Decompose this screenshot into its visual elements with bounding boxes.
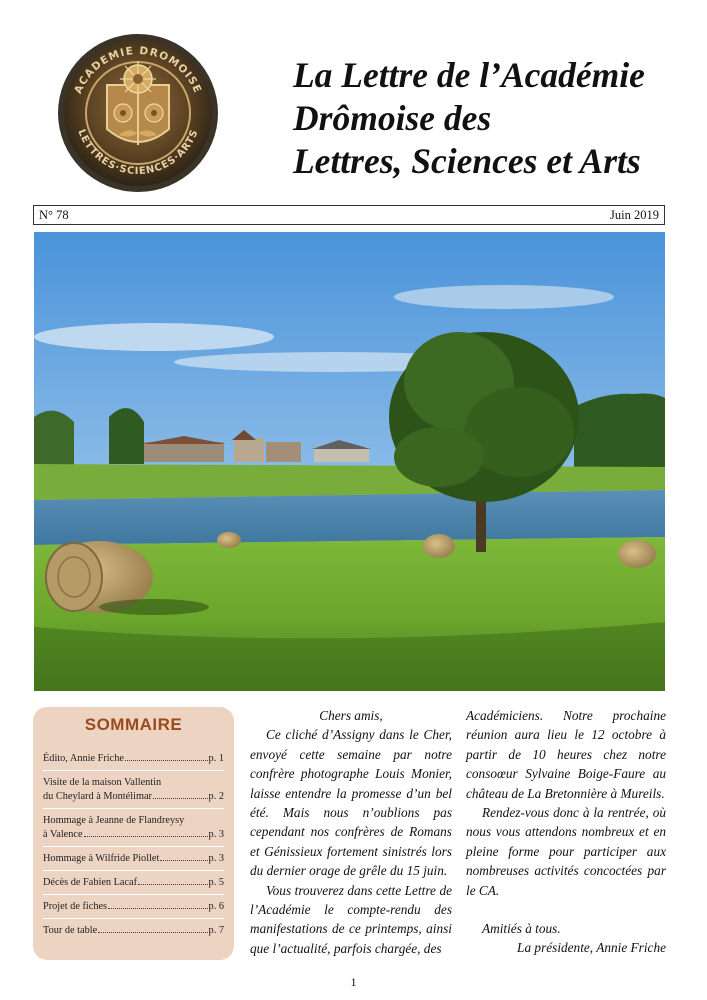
newsletter-title	[293, 54, 693, 183]
toc-item-hommage-piollet[interactable]	[43, 847, 224, 871]
editorial-column-2	[466, 706, 666, 958]
toc-item-hommage-flandreysy[interactable]	[43, 809, 224, 847]
title-line-1: La Lettre de l’Académie	[293, 55, 645, 95]
toc-item-title: Décès de Fabien Lacaf	[43, 877, 138, 888]
svg-text:ACADEMIE DROMOISE: ACADEMIE DROMOISE	[72, 44, 204, 96]
toc-item-page: p. 1	[208, 753, 224, 764]
toc-item-edito[interactable]	[43, 747, 224, 771]
toc-item-page: p. 2	[208, 791, 224, 802]
issue-bar	[33, 205, 665, 225]
toc-item-deces[interactable]	[43, 871, 224, 895]
academy-seal-logo	[57, 33, 219, 193]
toc-item-title: Hommage à Wilfride Piollet	[43, 853, 160, 864]
toc-item-tour-de-table[interactable]	[43, 919, 224, 942]
sommaire-box	[33, 707, 234, 960]
toc-item-page: p. 5	[208, 877, 224, 888]
toc-item-page: p. 3	[208, 829, 224, 840]
title-line-2: Drômoise des	[293, 98, 492, 138]
page-number: 1	[350, 975, 357, 989]
toc-item-title: Tour de table	[43, 925, 98, 936]
editorial-paragraph: Ce cliché d’Assigny dans le Cher, envoyé cette semaine par notre confrère photographe Louis Monier, laisse entendre la promesse d’un bel été. Mais nous n’oublions pas cependant nos confrères de Romans et Génissieux fortement sinistrés lors du dernier orage de grêle du 15 juin.	[250, 727, 452, 879]
toc-item-title: Projet de fiches	[43, 901, 108, 912]
toc-item-page: p. 6	[208, 901, 224, 912]
toc-item-title: Édito, Annie Friche	[43, 753, 124, 764]
toc-item-visite[interactable]	[43, 771, 224, 809]
editorial-salutation: Chers amis,	[319, 708, 383, 723]
toc-item-title: Hommage à Jeanne de Flandreysy	[43, 815, 185, 826]
title-line-3: Lettres, Sciences et Arts	[293, 141, 641, 181]
toc-item-title: Visite de la maison Vallentin	[43, 777, 162, 788]
sommaire-heading: SOMMAIRE	[84, 715, 183, 734]
toc-item-page: p. 7	[208, 925, 224, 936]
editorial-signature: La présidente, Annie Friche	[517, 940, 666, 956]
editorial-closing: Amitiés à tous.	[482, 921, 561, 937]
toc-item-title-cont: à Valence	[43, 829, 83, 840]
svg-text:LETTRES·SCIENCES·ARTS: LETTRES·SCIENCES·ARTS	[75, 127, 201, 178]
editorial-paragraph: Rendez-vous donc à la rentrée, où nous vous attendons nombreux et en pleine forme pour participer aux nombreuses activités concoctées par le CA.	[466, 805, 666, 898]
editorial-paragraph-continued: Académiciens. Notre prochaine réunion aura lieu le 12 octobre à partir de 10 heures chez notre consoœur Sylvaine Boige-Faure au château de La Bretonnière à Mureils.	[466, 708, 666, 801]
issue-number: N° 78	[39, 208, 69, 222]
editorial-column-1	[250, 706, 452, 958]
issue-date: Juin 2019	[610, 208, 659, 222]
toc-item-page: p. 3	[208, 853, 224, 864]
editorial-paragraph: Vous trouverez dans cette Lettre de l’Académie le compte-rendu des manifestations de ce printemps, ainsi que l’actualité, parfois chargée, des	[250, 882, 452, 956]
toc-item-title-cont: du Cheylard à Montélimar	[43, 791, 152, 802]
toc-item-projet-fiches[interactable]	[43, 895, 224, 919]
cover-photo-landscape	[34, 232, 665, 691]
